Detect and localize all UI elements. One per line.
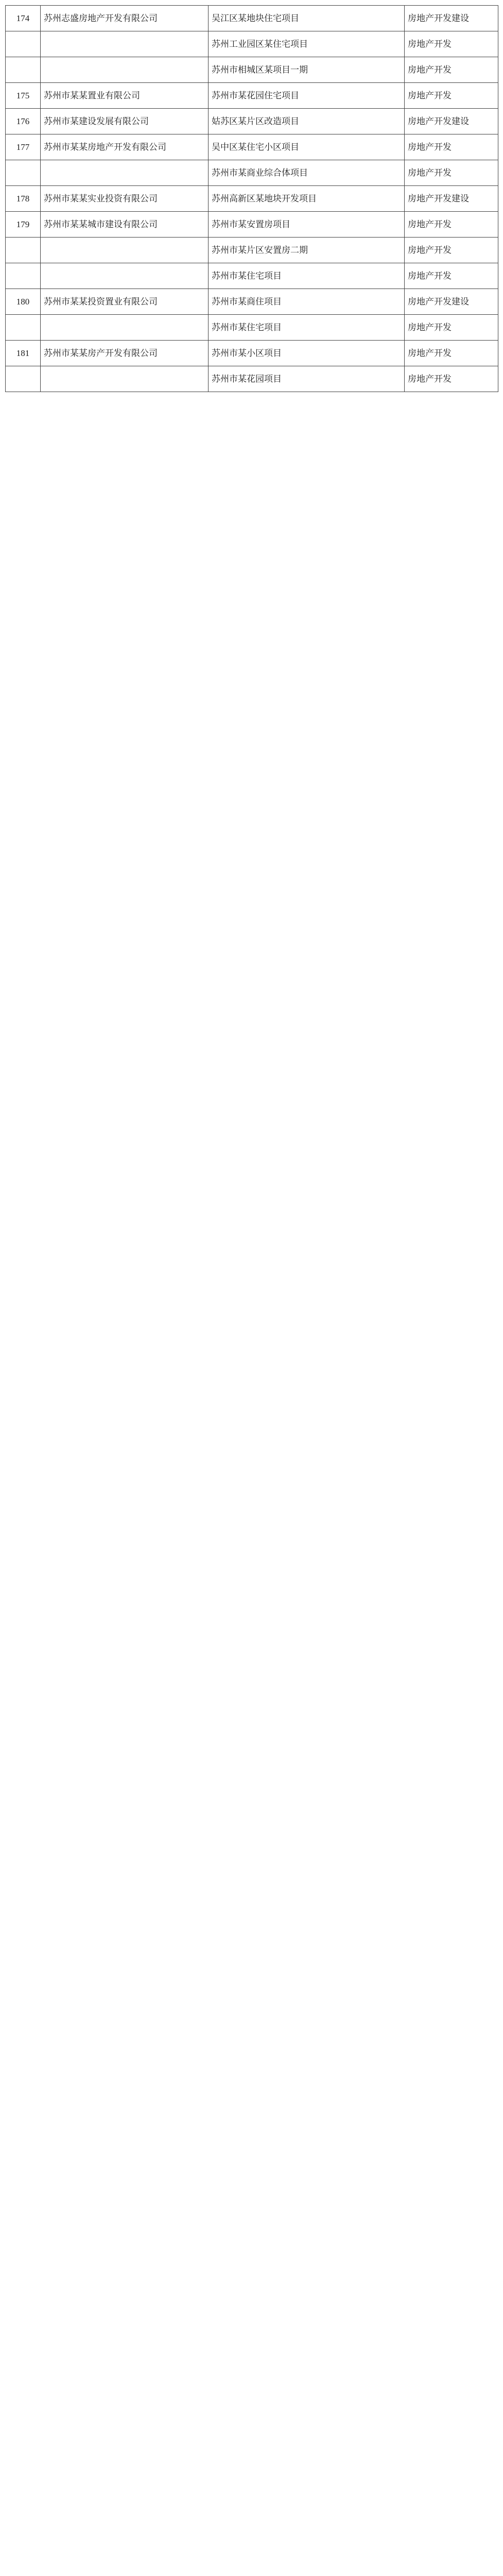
project-name-cell: 吴江区某地块住宅项目 (209, 6, 405, 31)
project-name-cell: 苏州市某住宅项目 (209, 315, 405, 341)
project-type-cell: 房地产开发 (405, 160, 498, 186)
company-name-cell (41, 31, 209, 57)
project-name-cell: 吴中区某住宅小区项目 (209, 134, 405, 160)
table-row (6, 289, 498, 315)
company-name-cell: 苏州市某某置业有限公司 (41, 83, 209, 109)
project-name-cell: 苏州市某安置房项目 (209, 212, 405, 238)
project-type-cell: 房地产开发 (405, 134, 498, 160)
table-row (6, 341, 498, 366)
project-type-cell: 房地产开发 (405, 238, 498, 263)
row-number-cell (6, 366, 41, 392)
row-number-cell: 175 (6, 83, 41, 109)
row-number-cell: 177 (6, 134, 41, 160)
project-name-cell: 苏州市某花园住宅项目 (209, 83, 405, 109)
row-number-cell (6, 315, 41, 341)
company-name-cell: 苏州市某某投资置业有限公司 (41, 289, 209, 315)
project-type-cell: 房地产开发建设 (405, 186, 498, 212)
table-row (6, 238, 498, 263)
row-number-cell (6, 31, 41, 57)
row-number-cell: 180 (6, 289, 41, 315)
project-type-cell: 房地产开发建设 (405, 109, 498, 134)
table-row (6, 160, 498, 186)
project-name-cell: 苏州市某小区项目 (209, 341, 405, 366)
row-number-cell (6, 238, 41, 263)
row-number-cell: 178 (6, 186, 41, 212)
company-name-cell: 苏州市某某房地产开发有限公司 (41, 134, 209, 160)
project-type-cell: 房地产开发 (405, 263, 498, 289)
project-type-cell: 房地产开发 (405, 366, 498, 392)
row-number-cell (6, 263, 41, 289)
project-name-cell: 苏州高新区某地块开发项目 (209, 186, 405, 212)
table-row (6, 263, 498, 289)
company-name-cell (41, 263, 209, 289)
row-number-cell: 181 (6, 341, 41, 366)
project-name-cell: 苏州市某商业综合体项目 (209, 160, 405, 186)
project-type-cell: 房地产开发 (405, 57, 498, 83)
row-number-cell (6, 160, 41, 186)
table-row (6, 6, 498, 31)
row-number-cell (6, 57, 41, 83)
company-name-cell (41, 366, 209, 392)
project-name-cell: 苏州市某花园项目 (209, 366, 405, 392)
company-name-cell: 苏州市某某房产开发有限公司 (41, 341, 209, 366)
table-row (6, 315, 498, 341)
company-name-cell (41, 238, 209, 263)
row-number-cell: 176 (6, 109, 41, 134)
row-number-cell: 174 (6, 6, 41, 31)
company-name-cell: 苏州市某建设发展有限公司 (41, 109, 209, 134)
project-name-cell: 苏州市某片区安置房二期 (209, 238, 405, 263)
table-row (6, 109, 498, 134)
table-row (6, 186, 498, 212)
project-type-cell: 房地产开发 (405, 83, 498, 109)
project-name-cell: 苏州市某住宅项目 (209, 263, 405, 289)
table-row (6, 134, 498, 160)
company-name-cell (41, 160, 209, 186)
project-type-cell: 房地产开发 (405, 341, 498, 366)
company-name-cell: 苏州志盛房地产开发有限公司 (41, 6, 209, 31)
project-name-cell: 苏州市相城区某项目一期 (209, 57, 405, 83)
project-type-cell: 房地产开发建设 (405, 289, 498, 315)
table-row (6, 366, 498, 392)
table-row (6, 83, 498, 109)
company-name-cell: 苏州市某某实业投资有限公司 (41, 186, 209, 212)
company-name-cell (41, 57, 209, 83)
table-row (6, 31, 498, 57)
row-number-cell: 179 (6, 212, 41, 238)
project-type-cell: 房地产开发 (405, 315, 498, 341)
project-table (5, 5, 498, 392)
project-table-body (6, 6, 498, 392)
company-name-cell: 苏州市某某城市建设有限公司 (41, 212, 209, 238)
table-row (6, 212, 498, 238)
project-name-cell: 苏州市某商住项目 (209, 289, 405, 315)
project-type-cell: 房地产开发 (405, 212, 498, 238)
project-type-cell: 房地产开发建设 (405, 6, 498, 31)
project-name-cell: 苏州工业园区某住宅项目 (209, 31, 405, 57)
project-type-cell: 房地产开发 (405, 31, 498, 57)
table-row (6, 57, 498, 83)
project-name-cell: 姑苏区某片区改造项目 (209, 109, 405, 134)
company-name-cell (41, 315, 209, 341)
